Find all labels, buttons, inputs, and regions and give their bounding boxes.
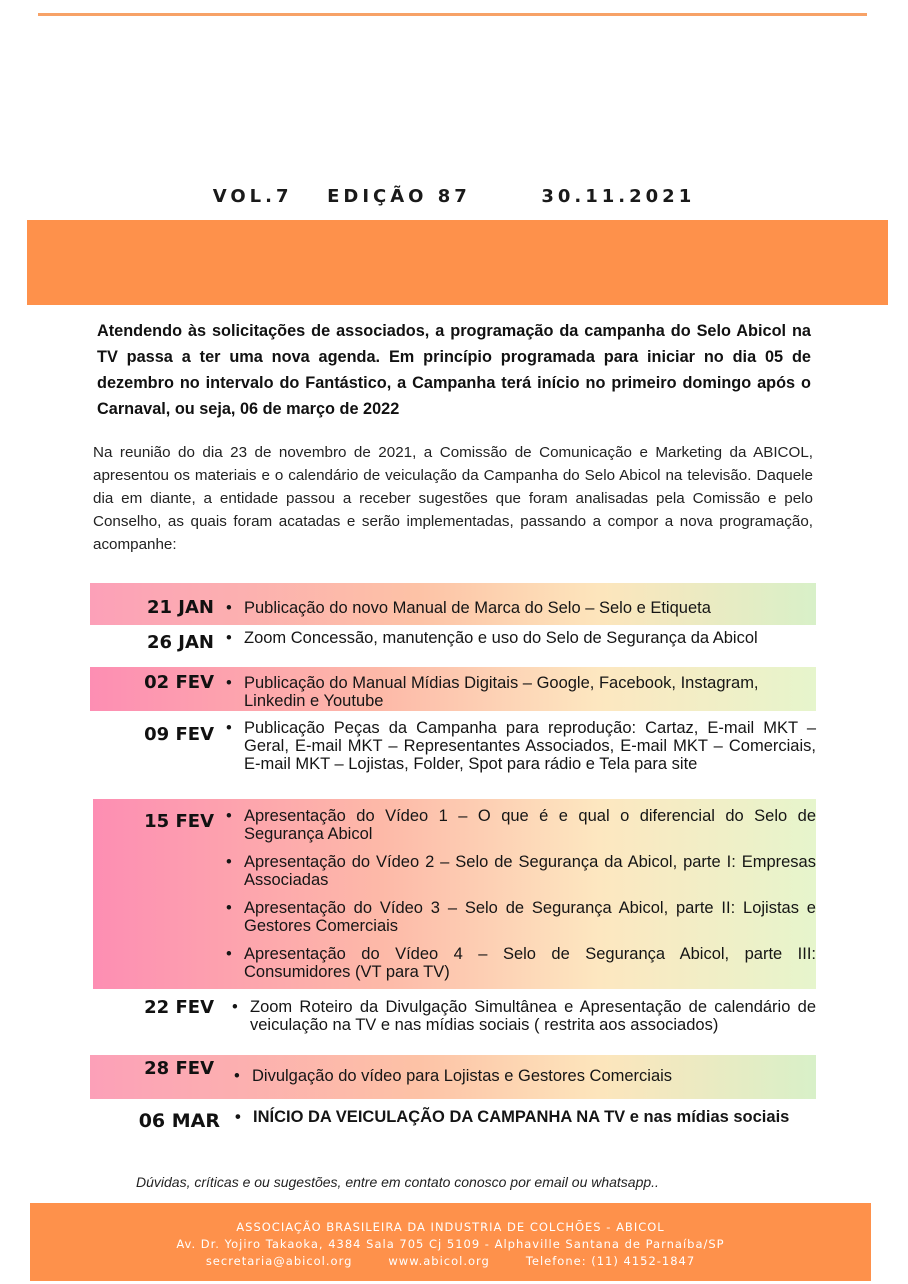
schedule-item: • Apresentação do Vídeo 3 – Selo de Segurança Abicol, parte II: Lojistas e Gestores Comerciais — [244, 899, 816, 935]
schedule-date: 21 JAN — [146, 597, 214, 618]
edition: EDIÇÃO 87 — [327, 186, 471, 207]
schedule-item: • Zoom Concessão, manutenção e uso do Selo de Segurança da Abicol — [244, 629, 784, 647]
header-banner — [27, 220, 888, 305]
schedule-item: • Apresentação do Vídeo 1 – O que é e qual o diferencial do Selo de Segurança Abicol — [244, 807, 816, 843]
schedule-item: • Zoom Roteiro da Divulgação Simultânea e Apresentação de calendário de veiculação na TV e nas mídias sociais ( restrita aos associados) — [250, 998, 816, 1034]
footer — [30, 1203, 871, 1281]
footer-site[interactable]: www.abicol.org — [388, 1254, 490, 1268]
issue-header — [0, 186, 908, 207]
schedule-date: 22 FEV — [144, 997, 214, 1018]
schedule-item: • Divulgação do vídeo para Lojistas e Gestores Comerciais — [252, 1067, 812, 1085]
schedule-date: 09 FEV — [144, 724, 214, 745]
schedule-date: 28 FEV — [144, 1058, 214, 1079]
schedule-date: 02 FEV — [144, 672, 214, 693]
issue-date: 30.11.2021 — [541, 186, 696, 207]
schedule-item: • INÍCIO DA VEICULAÇÃO DA CAMPANHA NA TV e nas mídias sociais — [253, 1108, 816, 1126]
schedule-date: 26 JAN — [146, 632, 214, 653]
lead-paragraph: Atendendo às solicitações de associados, a programação da campanha do Selo Abicol na TV passa a ter uma nova agenda. Em princípio programada para iniciar no dia 05 de dezembro no intervalo do Fantástico, a Campanha terá início no primeiro domingo após o Carnaval, ou seja, 06 de março de 2022 — [97, 322, 811, 418]
contact-note: Dúvidas, críticas e ou sugestões, entre em contato conosco por email ou whatsapp.. — [136, 1174, 659, 1190]
volume: VOL.7 — [212, 186, 293, 207]
top-divider — [38, 13, 867, 16]
schedule-item: • Publicação do novo Manual de Marca do Selo – Selo e Etiqueta — [244, 599, 804, 617]
intro-paragraph: Na reunião do dia 23 de novembro de 2021, a Comissão de Comunicação e Marketing da ABICOL, apresentou os materiais e o calendário de veiculação da Campanha do Selo Abicol na televisão. Daquele dia em diante, a entidade passou a receber sugestões que foram analisadas pela Comissão e pelo Conselho, as quais foram acatadas e serão implementadas, passando a compor a nova programação, acompanhe: — [93, 444, 813, 553]
footer-email[interactable]: secretaria@abicol.org — [205, 1254, 353, 1268]
footer-contacts — [30, 1254, 871, 1268]
schedule-date: 06 MAR — [138, 1110, 220, 1132]
footer-address: Av. Dr. Yojiro Takaoka, 4384 Sala 705 Cj 5109 - Alphaville Santana de Parnaíba/SP — [176, 1237, 725, 1251]
schedule-item: • Publicação do Manual Mídias Digitais – Google, Facebook, Instagram, Linkedin e Youtube — [244, 674, 774, 710]
footer-phone: Telefone: (11) 4152-1847 — [525, 1254, 696, 1268]
schedule-item: • Publicação Peças da Campanha para reprodução: Cartaz, E-mail MKT – Geral, E-mail MKT – Representantes Associados, E-mail MKT – Comerciais, E-mail MKT – Lojistas, Folder, Spot para rádio e Tela para site — [244, 719, 816, 773]
schedule-date: 15 FEV — [144, 811, 214, 832]
schedule-item: • Apresentação do Vídeo 4 – Selo de Segurança Abicol, parte III: Consumidores (VT para TV) — [244, 945, 816, 981]
schedule-item: • Apresentação do Vídeo 2 – Selo de Segurança da Abicol, parte I: Empresas Associadas — [244, 853, 816, 889]
footer-org: ASSOCIAÇÃO BRASILEIRA DA INDUSTRIA DE COLCHÕES - ABICOL — [236, 1220, 665, 1234]
